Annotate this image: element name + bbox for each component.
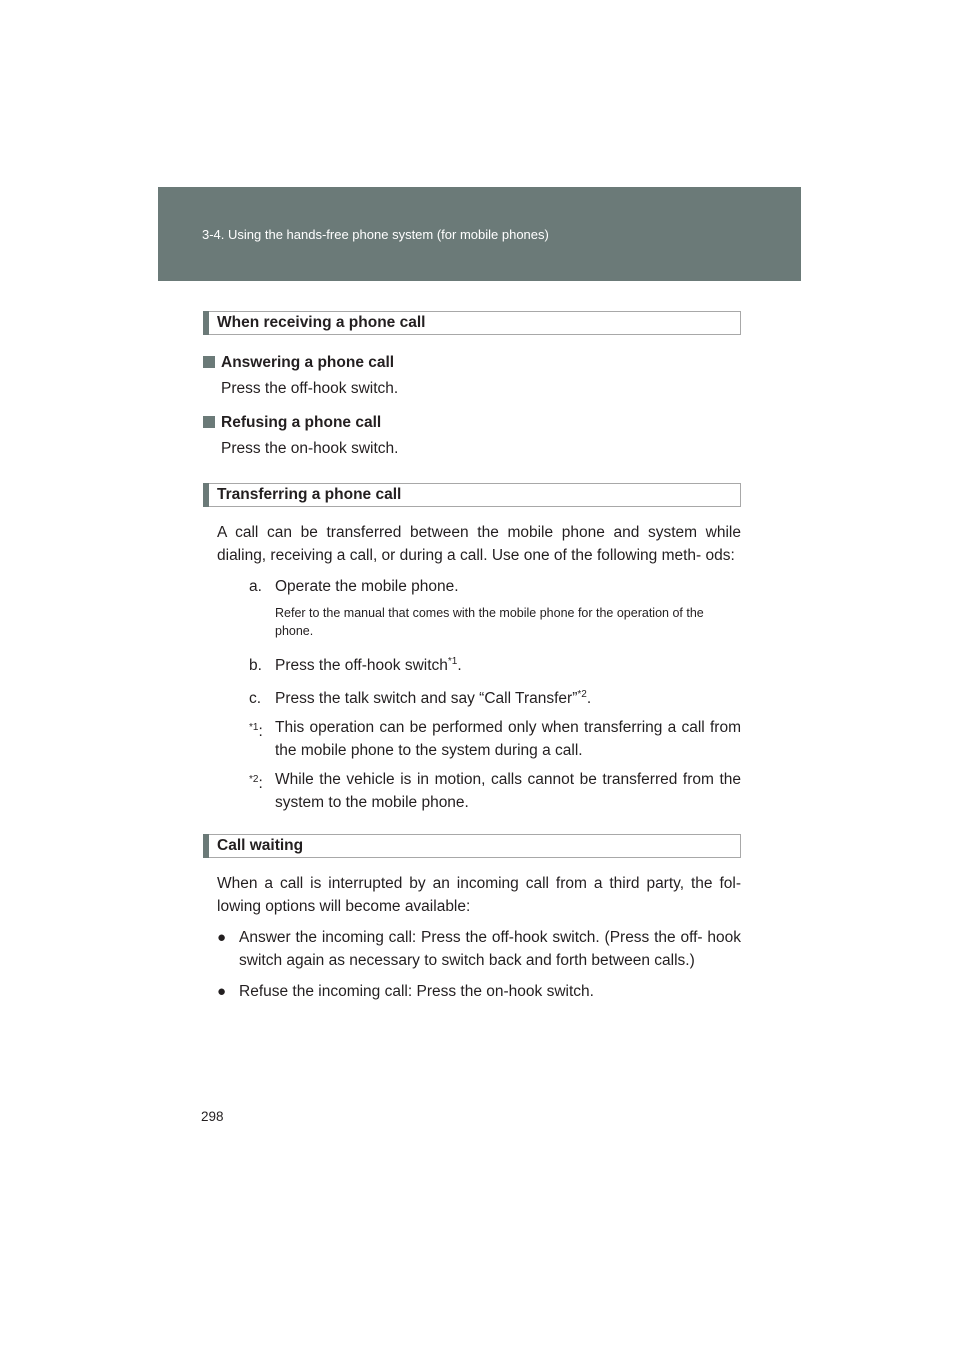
option-c: c. Press the talk switch and say “Call Transfer”$^{*2}$. <box>203 683 741 710</box>
option-a <box>203 575 741 598</box>
waiting-bullet-1-text: Answer the incoming call: Press the off-hook switch. (Press the off- hook switch again as necessary to switch back and forth between calls.) <box>239 929 741 970</box>
footnote-1-mark: $^{*1}$: <box>249 722 263 741</box>
section-title-receiving: When receiving a phone call <box>203 311 741 335</box>
waiting-bullet-2 <box>203 980 741 1003</box>
option-b-footnote-ref: *1 <box>447 656 458 667</box>
option-a-text: Operate the mobile phone. <box>275 578 459 595</box>
subsection-refusing-title: Refusing a phone call <box>221 414 382 431</box>
answering-body: Press the off-hook switch. <box>221 380 399 397</box>
section-title-waiting: Call waiting <box>203 834 741 858</box>
refusing-body: Press the on-hook switch. <box>221 440 399 457</box>
footnote-1-text: This operation can be performed only when transferring a call from the mobile phone to the system during a call. <box>275 719 741 760</box>
chapter-header <box>158 187 801 281</box>
round-bullet-icon: ● <box>217 983 227 1001</box>
page-content <box>203 311 741 1003</box>
option-b-label: b. <box>249 657 262 675</box>
footnote-2-text: While the vehicle is in motion, calls cannot be transferred from the system to the mobile phone. <box>275 771 741 812</box>
waiting-bullet-2-text: Refuse the incoming call: Press the on-hook switch. <box>239 983 594 1001</box>
footnote-2 <box>203 768 741 814</box>
option-a-label: a. <box>249 578 262 595</box>
footnote-1 <box>203 716 741 762</box>
waiting-bullet-1 <box>203 926 741 972</box>
waiting-intro: When a call is interrupted by an incoming call from a third party, the fol- lowing options will become available: <box>217 875 741 916</box>
subsection-refusing <box>203 411 741 435</box>
round-bullet-icon: ● <box>217 929 227 947</box>
option-c-footnote-ref: *2 <box>577 689 587 701</box>
option-c-text: Press the talk switch and say “Call Transfer” <box>275 690 578 708</box>
transfer-intro: A call can be transferred between the mobile phone and system while dialing, receiving a call, or during a call. Use one of the following meth- ods: <box>217 524 741 564</box>
footnote-2-mark: $^{*2}$: <box>249 774 263 793</box>
option-a-note: Refer to the manual that comes with the mobile phone for the operation of the phone. <box>275 606 704 638</box>
subsection-answering <box>203 351 741 375</box>
footnote-1-mark-text: *1 <box>249 722 259 734</box>
option-b: b. Press the off-hook switch$^{*1}$. <box>203 650 741 677</box>
page-number: 298 <box>201 1109 224 1124</box>
square-bullet-icon <box>203 416 215 428</box>
footnote-2-mark-text: *2 <box>249 774 259 786</box>
option-c-label: c. <box>249 690 262 708</box>
section-title-transfer: Transferring a phone call <box>203 483 741 507</box>
square-bullet-icon <box>203 356 215 368</box>
option-b-text: Press the off-hook switch <box>275 657 448 675</box>
breadcrumb: 3-4. Using the hands-free phone system (for mobile phones) <box>202 227 549 242</box>
subsection-answering-title: Answering a phone call <box>221 354 395 371</box>
